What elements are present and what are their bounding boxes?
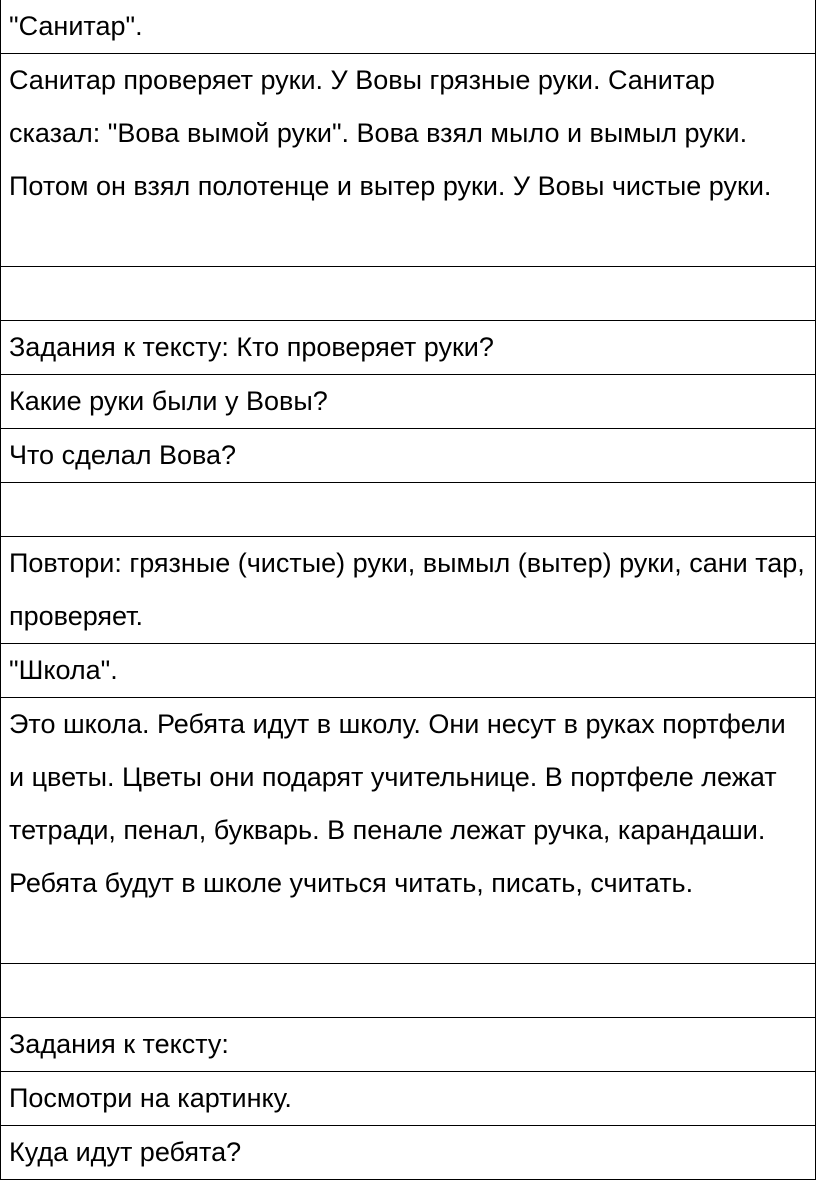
heading-sanitar: "Санитар".	[1, 0, 816, 54]
table-row	[1, 375, 816, 429]
task-question: Задания к тексту: Кто проверяет руки?	[1, 321, 816, 375]
text-paragraph-sanitar: Санитар проверяет руки. У Вовы грязные руки. Санитар сказал: "Вова вымой руки". Вова взял мыло и вымыл руки. Потом он взял полотенце и вытер руки. У Вовы чистые руки.	[1, 54, 816, 267]
task-heading: Задания к тексту:	[1, 1018, 816, 1072]
table-row	[1, 321, 816, 375]
table-row	[1, 537, 816, 644]
text-paragraph-shkola: Это школа. Ребята идут в школу. Они несут в руках портфели и цветы. Цветы они подарят учительнице. В портфеле лежат тетради, пенал, букварь. В пенале лежат ручка, карандаши. Ребята будут в школе учиться читать, писать, считать.	[1, 698, 816, 964]
task-question: Куда идут ребята?	[1, 1126, 816, 1180]
table-row	[1, 267, 816, 321]
task-question: Что сделал Вова?	[1, 429, 816, 483]
repeat-exercise: Повтори: грязные (чистые) руки, вымыл (вытер) руки, сани тар, проверяет.	[1, 537, 816, 644]
table-row	[1, 483, 816, 537]
empty-cell	[1, 483, 816, 537]
empty-cell	[1, 964, 816, 1018]
table-row	[1, 1072, 816, 1126]
table-row	[1, 644, 816, 698]
task-question: Какие руки были у Вовы?	[1, 375, 816, 429]
task-question: Посмотри на картинку.	[1, 1072, 816, 1126]
heading-shkola: "Школа".	[1, 644, 816, 698]
table-row	[1, 429, 816, 483]
table-row	[1, 0, 816, 54]
table-row	[1, 964, 816, 1018]
table-row	[1, 54, 816, 267]
empty-cell	[1, 267, 816, 321]
table-row	[1, 1126, 816, 1180]
table-row	[1, 1018, 816, 1072]
table-row	[1, 698, 816, 964]
